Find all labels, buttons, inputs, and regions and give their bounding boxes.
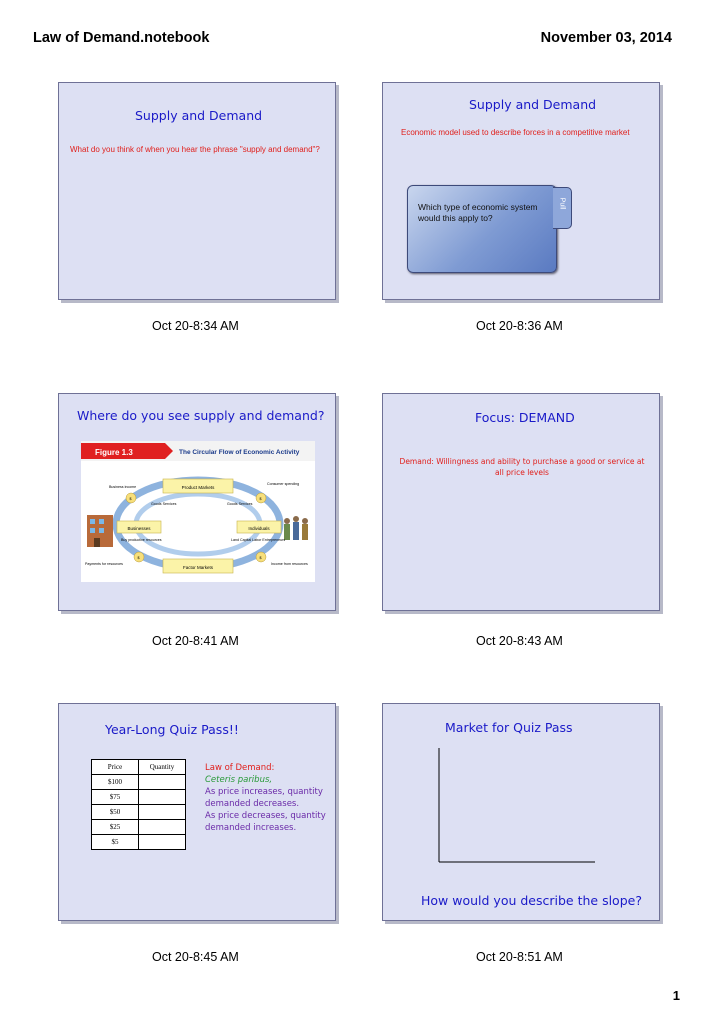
label-business-income: Business income: [109, 485, 137, 489]
demand-definition: Demand: Willingness and ability to purchase a good or service at all price levels: [399, 457, 645, 477]
factor-markets-label: Factor Markets: [182, 565, 214, 570]
businesses-label: Businesses: [127, 526, 151, 531]
slide-6[interactable]: [382, 703, 660, 921]
notebook-date: November 03, 2014: [540, 30, 672, 46]
table-row: $75: [92, 790, 186, 805]
slope-question: How would you describe the slope?: [421, 893, 642, 908]
business-building-icon: [87, 515, 113, 547]
slide-title: Year-Long Quiz Pass!!: [105, 722, 239, 737]
pull-tab-handle[interactable]: [553, 187, 572, 229]
table-row: $50: [92, 805, 186, 820]
label-income: Income from resources: [271, 562, 308, 566]
empty-graph-axes: [383, 704, 660, 921]
slide-2[interactable]: [382, 82, 660, 300]
slide-title: Where do you see supply and demand?: [77, 408, 325, 423]
individuals-label: Individuals: [248, 526, 270, 531]
figure-label: Figure 1.3: [95, 448, 133, 457]
label-land: Land Capital Labor Entrepreneurs: [231, 538, 286, 542]
law-line-1: As price increases, quantity demanded decreases.: [205, 787, 323, 809]
slide-4-timestamp: Oct 20-8:43 AM: [476, 634, 563, 648]
law-title: Law of Demand:: [205, 763, 275, 773]
ceteris-paribus: Ceteris paribus,: [205, 775, 273, 785]
slide-1-timestamp: Oct 20-8:34 AM: [152, 319, 239, 333]
table-row: $5: [92, 835, 186, 850]
slide-5-timestamp: Oct 20-8:45 AM: [152, 950, 239, 964]
slide-title: Supply and Demand: [469, 97, 597, 112]
pull-tab-panel[interactable]: [407, 185, 557, 273]
table-header: Quantity: [139, 760, 186, 775]
svg-text:$: $: [129, 497, 132, 501]
page-number: 1: [672, 988, 680, 1003]
svg-text:$: $: [259, 497, 262, 501]
price-quantity-table: [91, 759, 186, 850]
pull-tab-text: Which type of economic system would this apply to?: [418, 202, 538, 223]
slide-title: Focus: DEMAND: [475, 410, 575, 425]
label-buy-resources: Buy productive resources: [121, 538, 162, 542]
svg-text:$: $: [137, 556, 140, 560]
slide-title: Market for Quiz Pass: [445, 720, 573, 735]
slide-1[interactable]: [58, 82, 336, 300]
label-payments: Payments for resources: [85, 562, 123, 566]
slide-4[interactable]: [382, 393, 660, 611]
circular-flow-diagram: [81, 441, 315, 582]
slide-2-timestamp: Oct 20-8:36 AM: [476, 319, 563, 333]
slide-6-timestamp: Oct 20-8:51 AM: [476, 950, 563, 964]
label-consumer-spending: Consumer spending: [267, 482, 300, 486]
label-goods-services-left: Goods Services: [151, 502, 177, 506]
circular-flow-figure: [81, 441, 315, 582]
product-markets-label: Product Markets: [181, 485, 215, 490]
figure-title: The Circular Flow of Economic Activity: [179, 449, 300, 456]
label-goods-services-right: Goods Services: [227, 502, 253, 506]
table-header: Price: [92, 760, 139, 775]
slide-title: Supply and Demand: [135, 108, 263, 123]
table-row: $100: [92, 775, 186, 790]
slide-body: Economic model used to describe forces in a competitive market: [401, 128, 630, 137]
table-row: $25: [92, 820, 186, 835]
slide-3[interactable]: [58, 393, 336, 611]
notebook-title: Law of Demand.notebook: [33, 30, 210, 46]
law-line-2: As price decreases, quantity demanded increases.: [205, 811, 326, 833]
law-of-demand-notes: [205, 762, 333, 834]
slide-5[interactable]: [58, 703, 336, 921]
svg-text:$: $: [259, 556, 262, 560]
pull-tab-label: Pull: [558, 197, 566, 210]
slide-question: What do you think of when you hear the phrase "supply and demand"?: [70, 145, 320, 154]
slide-3-timestamp: Oct 20-8:41 AM: [152, 634, 239, 648]
people-icon: [284, 516, 308, 540]
